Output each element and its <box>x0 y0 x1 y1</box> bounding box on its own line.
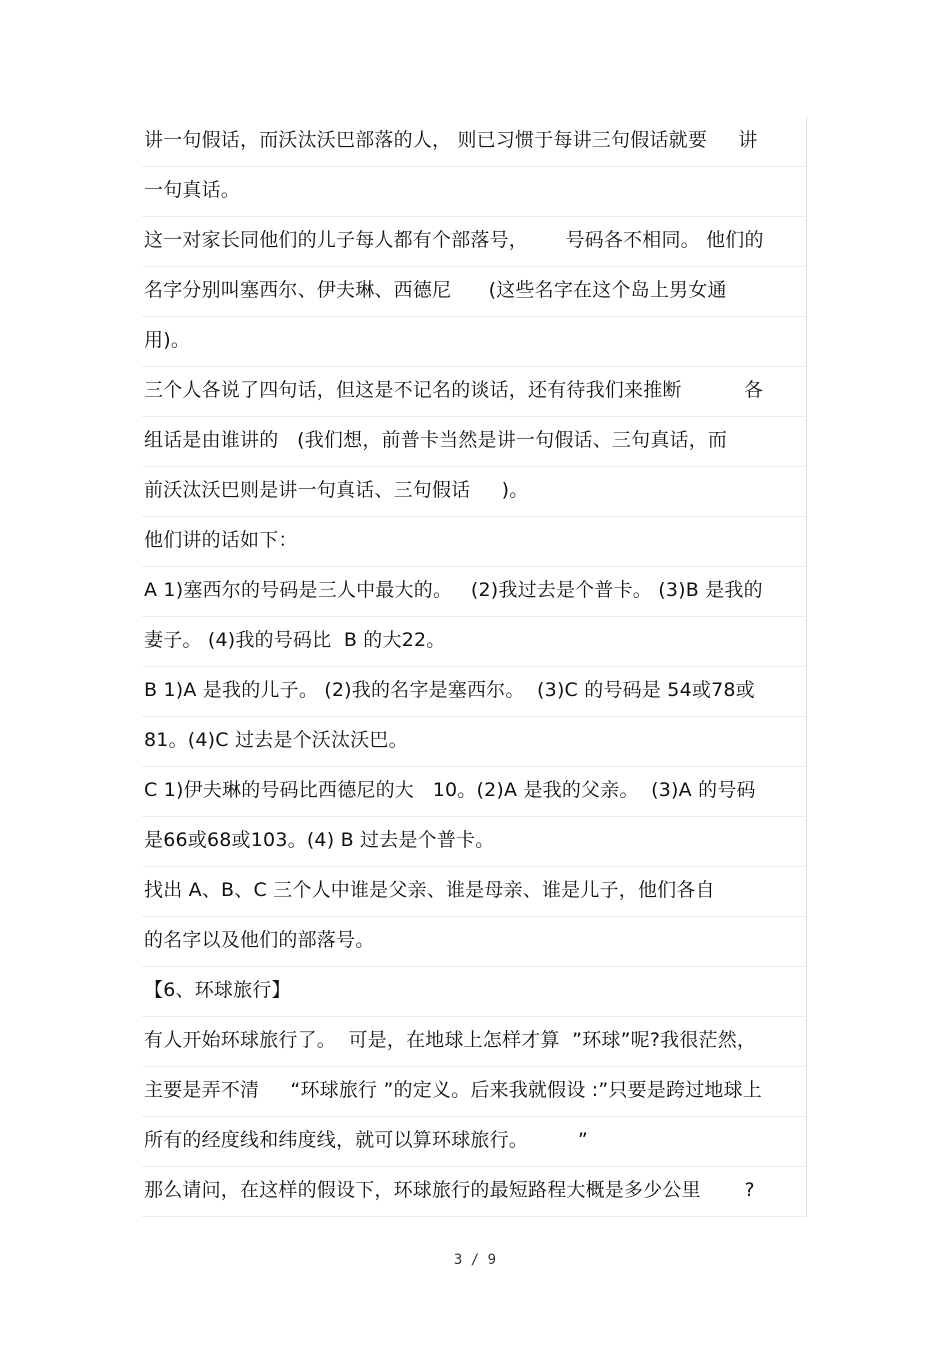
text-line <box>142 1117 807 1167</box>
text-line <box>142 1067 807 1117</box>
text-line <box>142 567 807 617</box>
text-line-content: 一句真话。 <box>144 179 241 201</box>
text-line-content: 是66或68或103。(4) B 过去是个普卡。 <box>144 829 495 851</box>
text-line <box>142 517 807 567</box>
text-line <box>142 267 807 317</box>
page-number: 3 / 9 <box>453 1252 497 1268</box>
text-line <box>142 867 807 917</box>
text-line-content: C 1)伊夫琳的号码比西德尼的大 10。(2)A 是我的父亲。 (3)A 的号码 <box>144 779 756 801</box>
text-line <box>142 117 807 167</box>
text-line <box>142 1017 807 1067</box>
text-line <box>142 617 807 667</box>
text-line-content: 的名字以及他们的部落号。 <box>144 929 375 951</box>
text-line-content: B 1)A 是我的儿子。 (2)我的名字是塞西尔。 (3)C 的号码是 54或78或 <box>144 679 755 701</box>
text-line-content: 妻子。 (4)我的号码比 B 的大22。 <box>144 629 446 651</box>
text-line-content: 名字分别叫塞西尔、伊夫琳、西德尼 (这些名字在这个岛上男女通 <box>144 279 727 301</box>
text-line <box>142 467 807 517</box>
text-line-content: 有人开始环球旅行了。 可是，在地球上怎样才算 ”环球”呢?我很茫然， <box>144 1029 757 1051</box>
text-line-content: 主要是弄不清 “环球旅行 ”的定义。后来我就假设 :”只要是跨过地球上 <box>144 1079 763 1101</box>
text-line-content: 找出 A、B、C 三个人中谁是父亲、谁是母亲、谁是儿子，他们各自 <box>144 879 715 901</box>
text-line-content: 讲一句假话，而沃汰沃巴部落的人， 则已习惯于每讲三句假话就要 讲 <box>144 129 758 151</box>
document-body <box>142 117 807 1217</box>
text-line <box>142 217 807 267</box>
text-line-content: 所有的经度线和纬度线，就可以算环球旅行。 ” <box>144 1129 588 1151</box>
text-line <box>142 917 807 967</box>
text-line-content: 前沃汰沃巴则是讲一句真话、三句假话 )。 <box>144 479 529 501</box>
text-line <box>142 367 807 417</box>
text-line <box>142 167 807 217</box>
text-line <box>142 767 807 817</box>
text-line <box>142 417 807 467</box>
text-line-content: 用)。 <box>144 329 191 351</box>
text-line-content: 那么请问，在这样的假设下，环球旅行的最短路程大概是多少公里 ? <box>144 1179 755 1201</box>
text-line <box>142 817 807 867</box>
text-line-content: 三个人各说了四句话，但这是不记名的谈话，还有待我们来推断 各 <box>144 379 764 401</box>
text-line-content: A 1)塞西尔的号码是三人中最大的。 (2)我过去是个普卡。 (3)B 是我的 <box>144 579 763 601</box>
text-line <box>142 717 807 767</box>
text-line <box>142 967 807 1017</box>
text-line <box>142 317 807 367</box>
text-line-content: 【6、环球旅行】 <box>144 979 291 1001</box>
text-line <box>142 1167 807 1217</box>
text-line-content: 组话是由谁讲的 (我们想，前普卡当然是讲一句假话、三句真话，而 <box>144 429 728 451</box>
text-line-content: 这一对家长同他们的儿子每人都有个部落号， 号码各不相同。 他们的 <box>144 229 764 251</box>
text-line-content: 81。(4)C 过去是个沃汰沃巴。 <box>144 729 408 751</box>
text-line-content: 他们讲的话如下： <box>144 529 298 551</box>
text-line <box>142 667 807 717</box>
